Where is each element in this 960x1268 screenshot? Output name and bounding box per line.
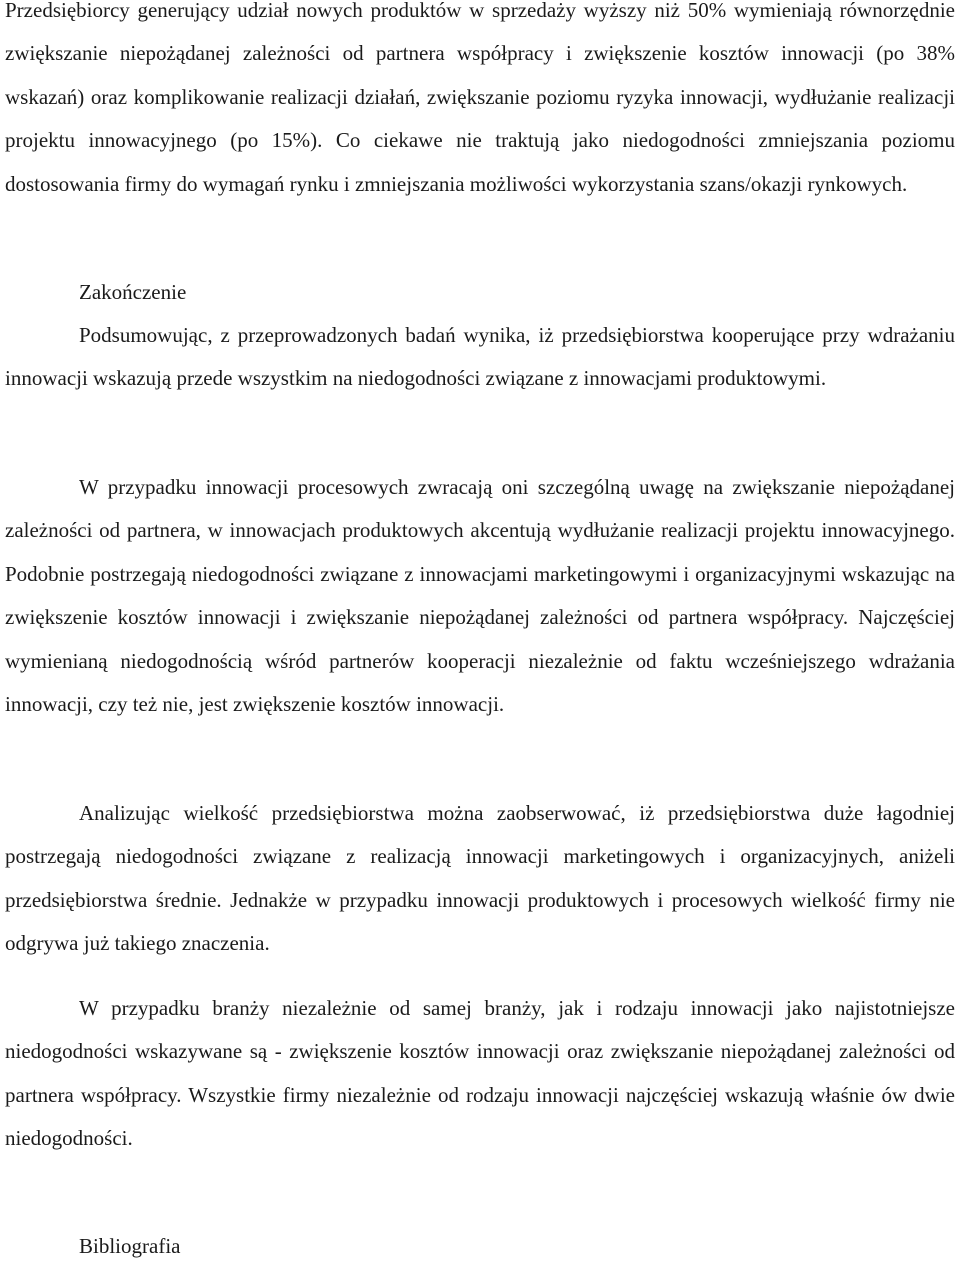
paragraph-company-size: Analizując wielkość przedsiębiorstwa można zaobserwować, iż przedsiębiorstwa duże łagodniej postrzegają niedogodności związane z realizacją innowacji marketingowych i organizacyjnych, aniżeli przedsiębiorstwa średnie. Jednakże w przypadku innowacji produktowych i procesowych wielkość firmy nie odgrywa już takiego znaczenia. bbox=[5, 801, 955, 956]
paragraph-summary: Podsumowując, z przeprowadzonych badań wynika, iż przedsiębiorstwa kooperujące przy wdrażaniu innowacji wskazują przede wszystkim na niedogodności związane z innowacjami produktowymi. bbox=[5, 323, 955, 391]
paragraph-industry: W przypadku branży niezależnie od samej branży, jak i rodzaju innowacji jako najistotniejsze niedogodności wskazywane są - zwiększenie kosztów innowacji oraz zwiększanie niepożądanej zależności od partnera współpracy. Wszystkie firmy niezależnie od rodzaju innowacji najczęściej wskazują właśnie ów dwie niedogodności. bbox=[5, 996, 955, 1151]
section-heading-conclusion: Zakończenie bbox=[79, 280, 187, 304]
paragraph-process-innovations: W przypadku innowacji procesowych zwracają oni szczególną uwagę na zwiększanie niepożądanej zależności od partnera, w innowacjach produktowych akcentują wydłużanie realizacji projektu innowacyjnego. Podobnie postrzegają niedogodności związane z innowacjami marketingowymi i organizacyjnymi wskazując na zwiększenie kosztów innowacji i zwiększanie niepożądanej zależności od partnera współpracy. Najczęściej wymienianą niedogodnością wśród partnerów kooperacji niezależnie od faktu wcześniejszego wdrażania innowacji, czy też nie, jest zwiększenie kosztów innowacji. bbox=[5, 475, 955, 717]
section-heading-bibliography: Bibliografia bbox=[79, 1234, 181, 1258]
paragraph-innovation-drawbacks: Przedsiębiorcy generujący udział nowych produktów w sprzedaży wyższy niż 50% wymieniają równorzędnie zwiększanie niepożądanej zależności od partnera współpracy i zwiększenie kosztów innowacji (po 38% wskazań) oraz komplikowanie realizacji działań, zwiększanie poziomu ryzyka innowacji, wydłużanie realizacji projektu innowacyjnego (po 15%). Co ciekawe nie traktują jako niedogodności zmniejszania poziomu dostosowania firmy do wymagań rynku i zmniejszania możliwości wykorzystania szans/okazji rynkowych. bbox=[5, 0, 955, 196]
